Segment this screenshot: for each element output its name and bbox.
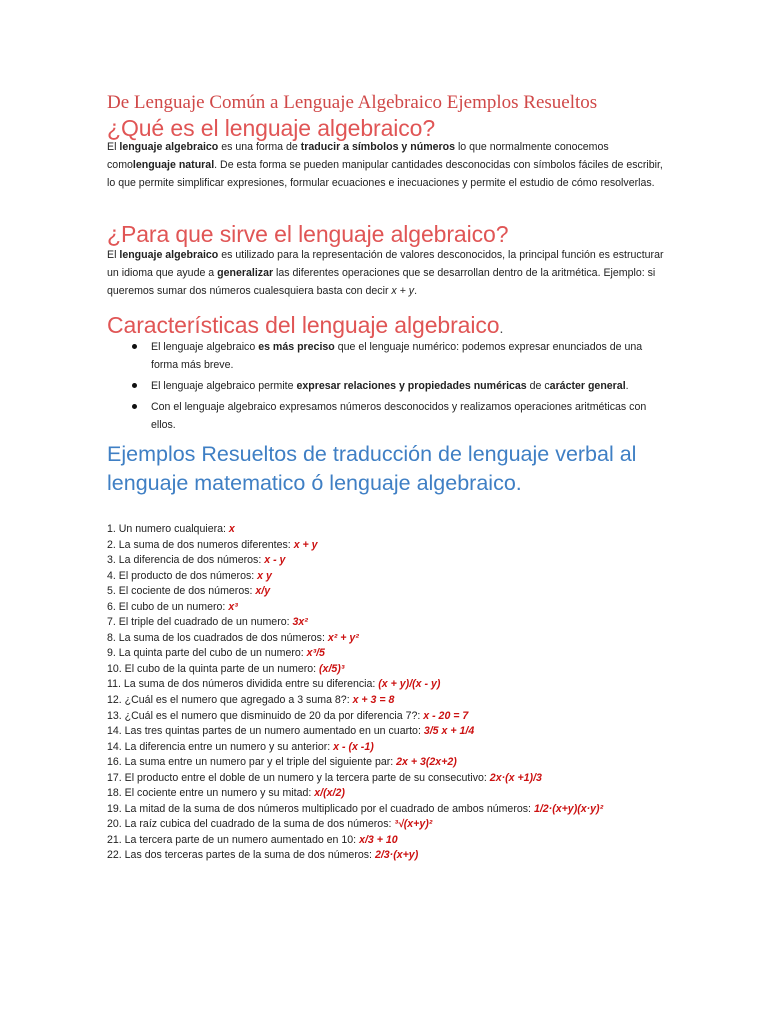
bullet-icon [132,383,137,388]
example-answer: x³/5 [306,647,325,660]
example-item: 11. La suma de dos números dividida entre su diferencia: (x + y)/(x - y) [107,678,441,691]
example-item: 7. El triple del cuadrado de un numero: 3x² [107,616,308,629]
example-item: 20. La raíz cubica del cuadrado de la suma de dos números: ³√(x+y)² [107,818,433,831]
example-answer: x - (x -1) [333,740,374,753]
example-item: 22. Las dos terceras partes de la suma de dos números: 2/3·(x+y) [107,849,419,862]
example-item: 17. El producto entre el doble de un numero y la tercera parte de su consecutivo: 2x·(x +1)/3 [107,771,542,784]
list-item: El lenguaje algebraico es más preciso que el lenguaje numérico: podemos expresar enunciados de una forma más breve. [107,338,667,374]
example-answer: (x + y)/(x - y) [378,678,441,691]
bullet-icon [132,344,137,349]
example-item: 10. El cubo de la quinta parte de un numero: (x/5)³ [107,662,345,675]
list-item: El lenguaje algebraico permite expresar relaciones y propiedades numéricas de carácter general. [107,377,667,395]
example-item: 9. La quinta parte del cubo de un numero: x³/5 [107,647,325,660]
list-item: Con el lenguaje algebraico expresamos números desconocidos y realizamos operaciones aritméticas con ellos. [107,398,667,434]
example-item: 14. Las tres quintas partes de un numero aumentado en un cuarto: 3/5 x + 1/4 [107,725,475,738]
example-item: 19. La mitad de la suma de dos números multiplicado por el cuadrado de ambos números: 1/2·(x+y)(x·y)² [107,802,604,815]
example-answer: x/y [255,585,271,598]
example-answer: 3x² [292,616,308,629]
example-item: 8. La suma de los cuadrados de dos números: x² + y² [107,631,359,644]
example-answer: x/3 + 10 [359,833,398,846]
heading-ejemplos-resueltos: Ejemplos Resueltos de traducción de lenguaje verbal al lenguaje matematico ó lenguaje algebraico. [107,442,637,495]
example-answer: x y [257,569,272,582]
example-answer: ³√(x+y)² [394,818,433,831]
example-item: 21. La tercera parte de un numero aumentado en 10: x/3 + 10 [107,833,398,846]
example-answer: x - y [264,554,286,567]
characteristics-list [107,338,667,437]
example-answer: x + 3 = 8 [352,694,395,707]
example-answer: 1/2·(x+y)(x·y)² [533,802,604,815]
example-item: 4. El producto de dos números: x y [107,569,272,582]
example-answer: 2x + 3(2x+2) [396,756,457,769]
example-answer: x [228,523,235,535]
heading-que-es: ¿Qué es el lenguaje algebraico? [107,115,436,141]
example-answer: x³ [228,600,238,613]
example-answer: x² + y² [327,631,359,644]
example-item: 2. La suma de dos numeros diferentes: x + y [107,538,318,551]
example-answer: (x/5)³ [319,662,345,675]
example-item: 3. La diferencia de dos números: x - y [107,554,286,567]
example-item: 1. Un numero cualquiera: x [107,523,235,535]
example-answer: 3/5 x + 1/4 [423,725,475,738]
example-item: 12. ¿Cuál es el numero que agregado a 3 suma 8?: x + 3 = 8 [107,694,395,707]
heading-para-que-sirve: ¿Para que sirve el lenguaje algebraico? [107,221,509,247]
heading-caracteristicas: Características del lenguaje algebraico. [107,312,504,338]
example-answer: x + y [293,538,318,551]
examples-list [107,522,603,864]
example-item: 14. La diferencia entre un numero y su anterior: x - (x -1) [107,740,374,753]
example-answer: 2/3·(x+y) [374,849,419,862]
example-answer: 2x·(x +1)/3 [489,771,542,784]
paragraph-que-es: El lenguaje algebraico es una forma de traducir a símbolos y números lo que normalmente conocemos comolenguaje natural. De esta forma se pueden manipular cantidades desconocidas con símbolos fáciles de escribir, lo que permite simplificar expresiones, formular ecuaciones e inecuaciones y permite el estudio de cómo resolverlas. [107,141,663,189]
page-title: De Lenguaje Común a Lenguaje Algebraico Ejemplos Resueltos [107,92,598,113]
example-answer: x - 20 = 7 [423,709,469,722]
example-item: 18. El cociente entre un numero y su mitad: x/(x/2) [107,787,345,800]
example-item: 16. La suma entre un numero par y el triple del siguiente par: 2x + 3(2x+2) [107,756,457,769]
example-item: 6. El cubo de un numero: x³ [107,600,238,613]
example-item: 5. El cociente de dos números: x/y [107,585,271,598]
paragraph-para-que-sirve: El lenguaje algebraico es utilizado para la representación de valores desconocidos, la principal función es estructurar un idioma que ayude a generalizar las diferentes operaciones que se desarrollan dentro de la aritmética. Ejemplo: si queremos sumar dos números cualesquiera basta con decir x + y. [107,249,664,297]
example-item: 13. ¿Cuál es el numero que disminuido de 20 da por diferencia 7?: x - 20 = 7 [107,709,469,722]
bullet-icon [132,404,137,409]
example-answer: x/(x/2) [314,787,345,800]
